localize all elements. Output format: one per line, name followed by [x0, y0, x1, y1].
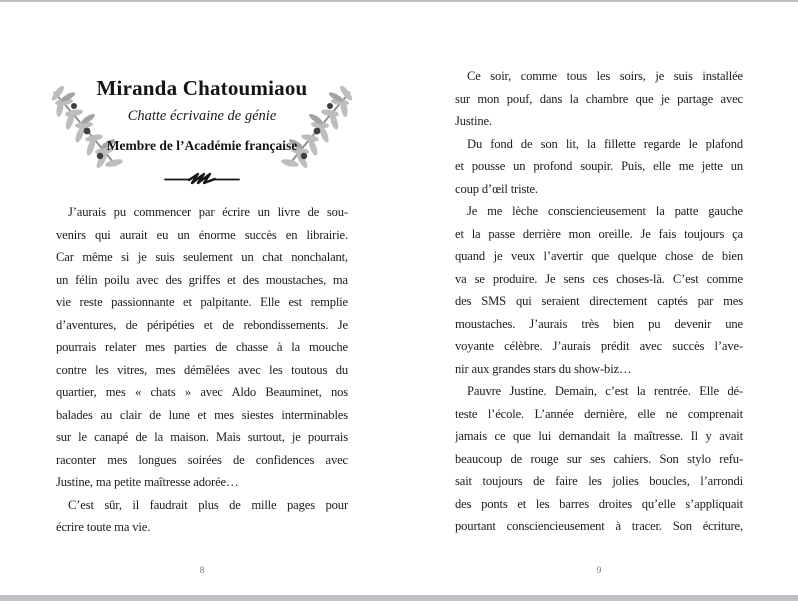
text-line: beaucoup de rouge sur ses cahiers. Son stylo refu- [455, 451, 743, 466]
rope-squiggle-divider-icon [164, 171, 240, 186]
left-page-number: 8 [199, 565, 205, 575]
text-line: jamais ce que lui demandait la maîtresse. Il y avait [455, 429, 743, 443]
text-line: des ponts et les barres droites qu’elle s’appliquait [455, 496, 743, 511]
text-line: va se produire. Je sens ces choses-là. C’est comme [455, 271, 743, 286]
page-bottom-edge [0, 595, 798, 601]
text-line: C’est sûr, il faudrait plus de mille pages pour [68, 497, 348, 512]
text-line: Justine. [455, 114, 492, 128]
book-author-affiliation: Membre de l’Académie française [106, 138, 298, 153]
text-line: et pousse un profond soupir. Puis, elle me jette un [455, 159, 743, 173]
text-line: Je me lèche consciencieusement la patte gauche [467, 204, 743, 218]
text-line: teste l’école. L’année dernière, elle ne comprenait [455, 406, 743, 421]
left-page-text [56, 201, 348, 539]
text-line: venirs qui aurait eu un énorme succès en librairie. [56, 227, 348, 242]
text-line: balades au clair de lune et mes siestes interminables [56, 407, 348, 422]
text-line: quand je veux l’avertir que quelque chose de bien [455, 249, 743, 263]
text-line: Pauvre Justine. Demain, c’est la rentrée. Elle dé- [467, 384, 743, 398]
text-line: écrire toute ma vie. [56, 520, 151, 534]
right-page [455, 0, 743, 595]
text-line: d’aventures, de péripéties et de rebondissements. Je [56, 317, 348, 332]
text-line: pourtant consciencieusement à tracer. Son écriture, [455, 519, 743, 533]
text-line: et la passe derrière mon oreille. Je fais toujours ça [455, 226, 743, 241]
text-line: moustaches. J’aurais très bien pu devenir une [455, 316, 743, 331]
text-line: pourrais relater mes parties de chasse à la mouche [56, 340, 348, 354]
book-author-title: Miranda Chatoumiaou [96, 76, 308, 100]
text-line: sait toujours de faire les jolies boucles, l’arrondi [455, 474, 743, 488]
text-line: J’aurais pu commencer par écrire un livre de sou- [68, 205, 348, 219]
text-line: coup d’œil triste. [455, 181, 538, 196]
section-divider [56, 171, 348, 191]
right-page-text [455, 65, 743, 538]
text-line: raconter mes longues soirées de confidences avec [56, 452, 348, 467]
text-line: Car même si je suis seulement un chat nonchalant, [56, 250, 348, 264]
text-line: nir aux grandes stars du show-biz… [455, 361, 632, 376]
text-line: Du fond de son lit, la fillette regarde le plafond [467, 136, 743, 151]
right-page-number: 9 [596, 565, 602, 575]
text-line: sur le canapé de la maison. Mais surtout, je pourrais [56, 430, 348, 444]
left-page [56, 0, 348, 595]
text-line: voyante célèbre. J’aurais prédit avec succès l’ave- [455, 339, 743, 353]
text-line: Ce soir, comme tous les soirs, je suis installée [467, 69, 743, 83]
text-line: sur mon pouf, dans la chambre que je partage avec [455, 91, 743, 106]
text-line: un félin poilu avec des griffes et des moustaches, ma [56, 272, 348, 287]
text-line: contre les vitres, mes démêlées avec les toutous du [56, 362, 348, 377]
text-line: Justine, ma petite maîtresse adorée… [56, 475, 239, 489]
book-author-subtitle: Chatte écrivaine de génie [127, 108, 277, 124]
text-line: quartier, mes « chats » avec Aldo Beauminet, nos [56, 385, 348, 399]
text-line: des SMS qui seraient directement captés par mes [455, 294, 743, 308]
text-line: vie reste passionnante et palpitante. Elle est remplie [56, 295, 348, 309]
